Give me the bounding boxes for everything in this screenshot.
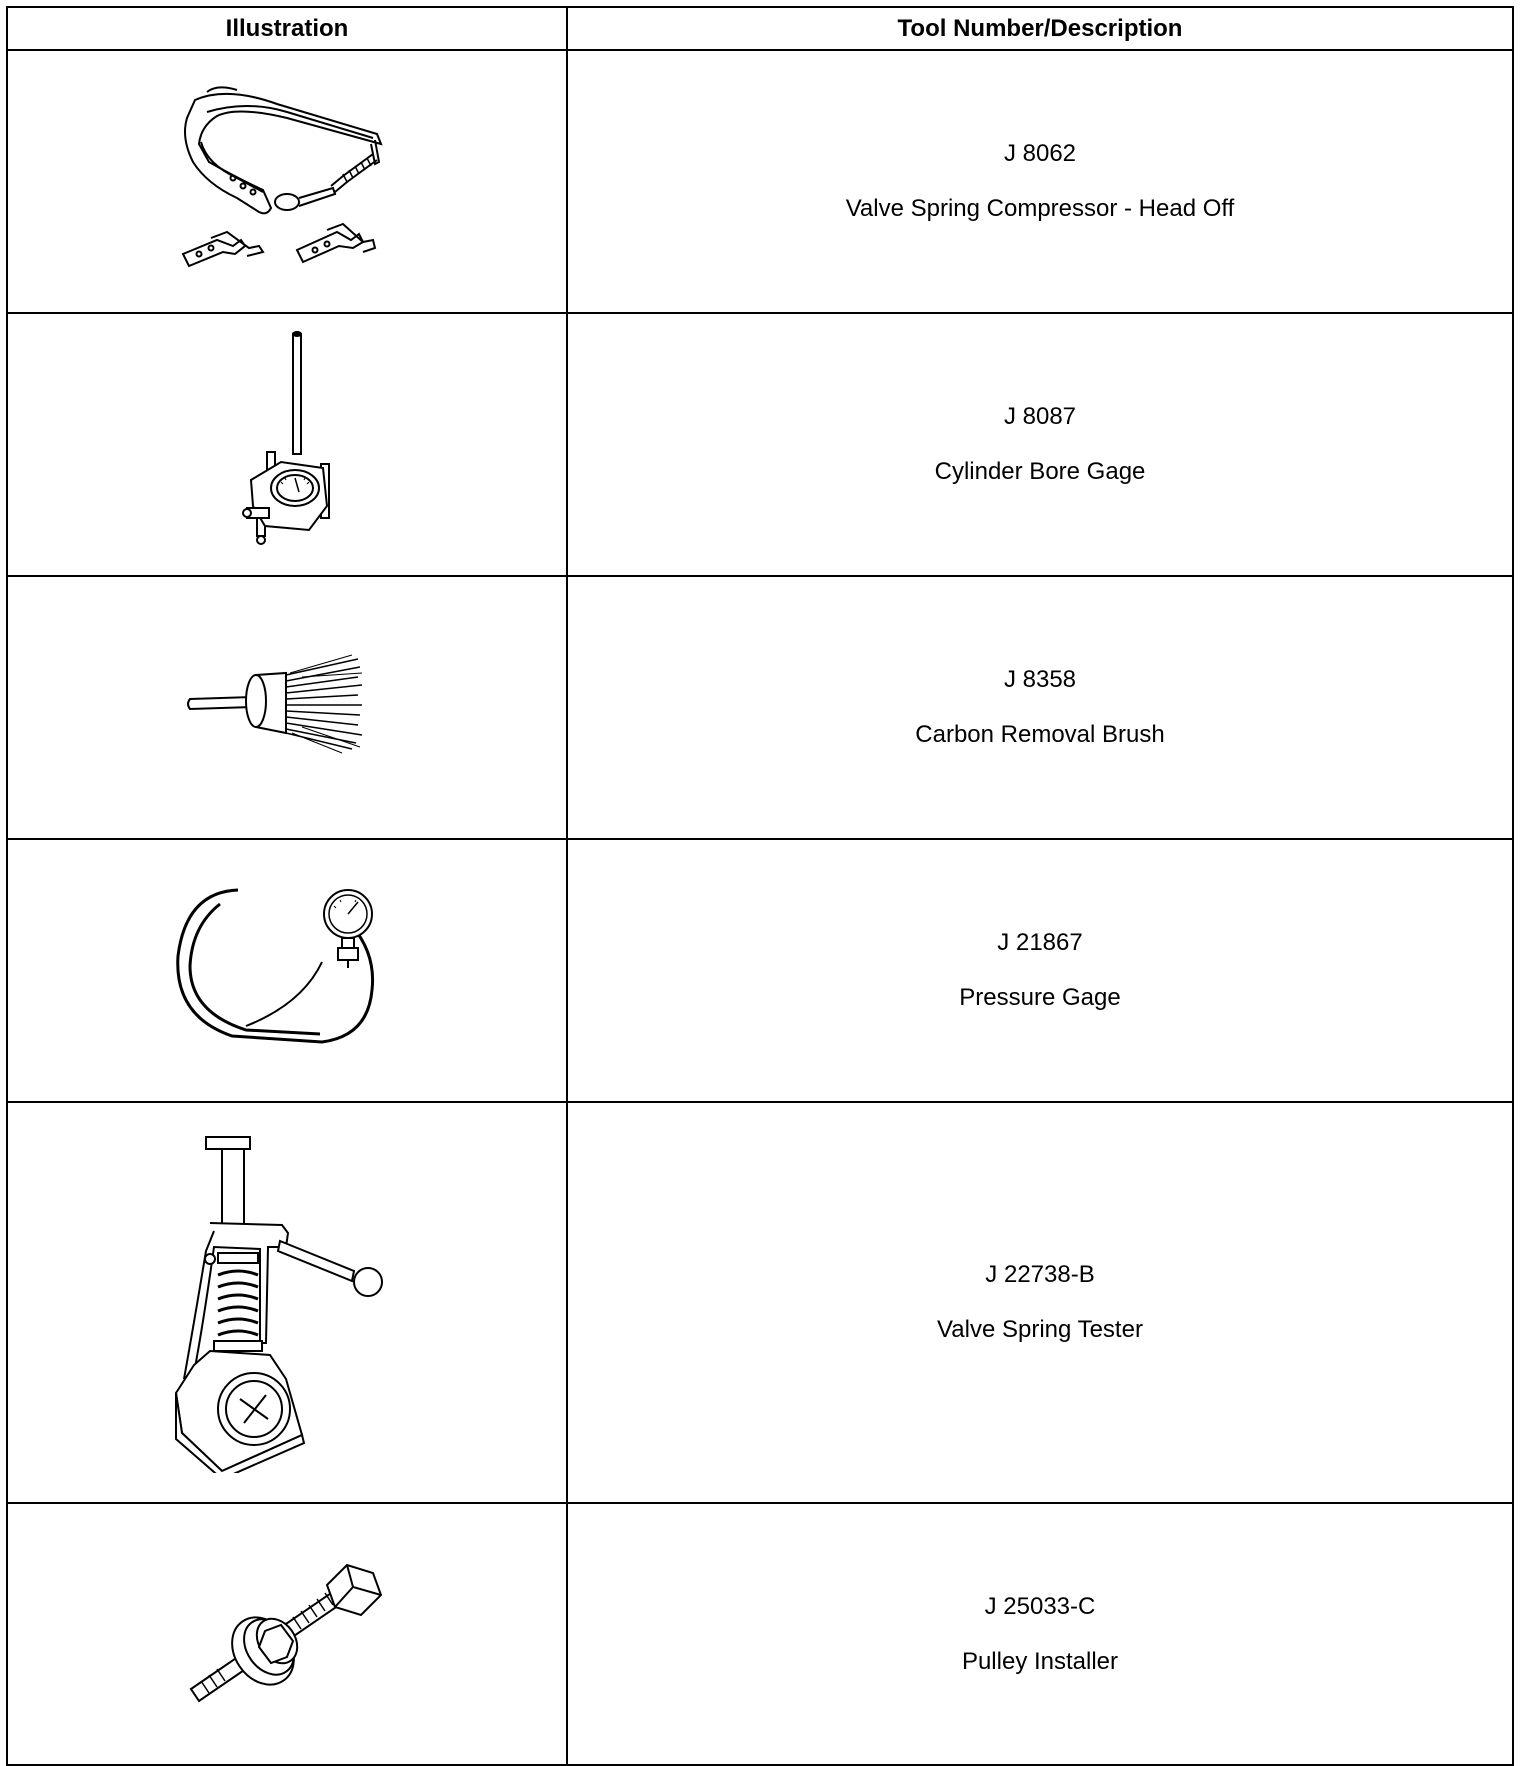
illustration-cell (7, 839, 567, 1102)
tool-description: Cylinder Bore Gage (934, 458, 1146, 485)
tool-description-cell (567, 50, 1513, 313)
illustration-cell (7, 313, 567, 576)
tool-description-cell (567, 1503, 1513, 1765)
header-tool-description: Tool Number/Description (567, 7, 1513, 50)
tool-description: Pulley Installer (961, 1647, 1119, 1675)
illustration-cell (7, 1102, 567, 1503)
tool-description: Valve Spring Tester (937, 1316, 1143, 1343)
tool-description: Carbon Removal Brush (915, 721, 1165, 748)
table-row (7, 313, 1513, 576)
tool-number: J 21867 (997, 929, 1083, 956)
header-illustration: Illustration (7, 7, 567, 50)
tool-number: J 8358 (1003, 666, 1077, 693)
tool-description-cell (567, 839, 1513, 1102)
pulley-installer-icon (177, 1559, 397, 1709)
illustration-cell (7, 1503, 567, 1765)
carbon-removal-brush-icon (182, 653, 392, 763)
table-row (7, 1102, 1513, 1503)
table-row (7, 839, 1513, 1102)
tool-number: J 8062 (1003, 140, 1077, 167)
pressure-gage-icon (172, 886, 402, 1056)
table-row (7, 1503, 1513, 1765)
illustration-cell (7, 576, 567, 839)
tool-description: Valve Spring Compressor - Head Off (845, 195, 1235, 222)
tool-description-cell (567, 576, 1513, 839)
cylinder-bore-gage-icon (227, 330, 347, 560)
table-row (7, 576, 1513, 839)
tool-description: Pressure Gage (959, 984, 1121, 1011)
valve-spring-tester-icon (162, 1133, 412, 1473)
table-row (7, 50, 1513, 313)
illustration-cell (7, 50, 567, 313)
special-tools-table (6, 6, 1514, 1766)
tool-number: J 8087 (1003, 403, 1077, 430)
tool-description-cell (567, 313, 1513, 576)
tool-number: J 22738-B (985, 1261, 1095, 1288)
valve-spring-compressor-icon (167, 82, 407, 282)
tool-number: J 25033-C (984, 1592, 1096, 1620)
tool-description-cell (567, 1102, 1513, 1503)
table-header-row (7, 7, 1513, 50)
